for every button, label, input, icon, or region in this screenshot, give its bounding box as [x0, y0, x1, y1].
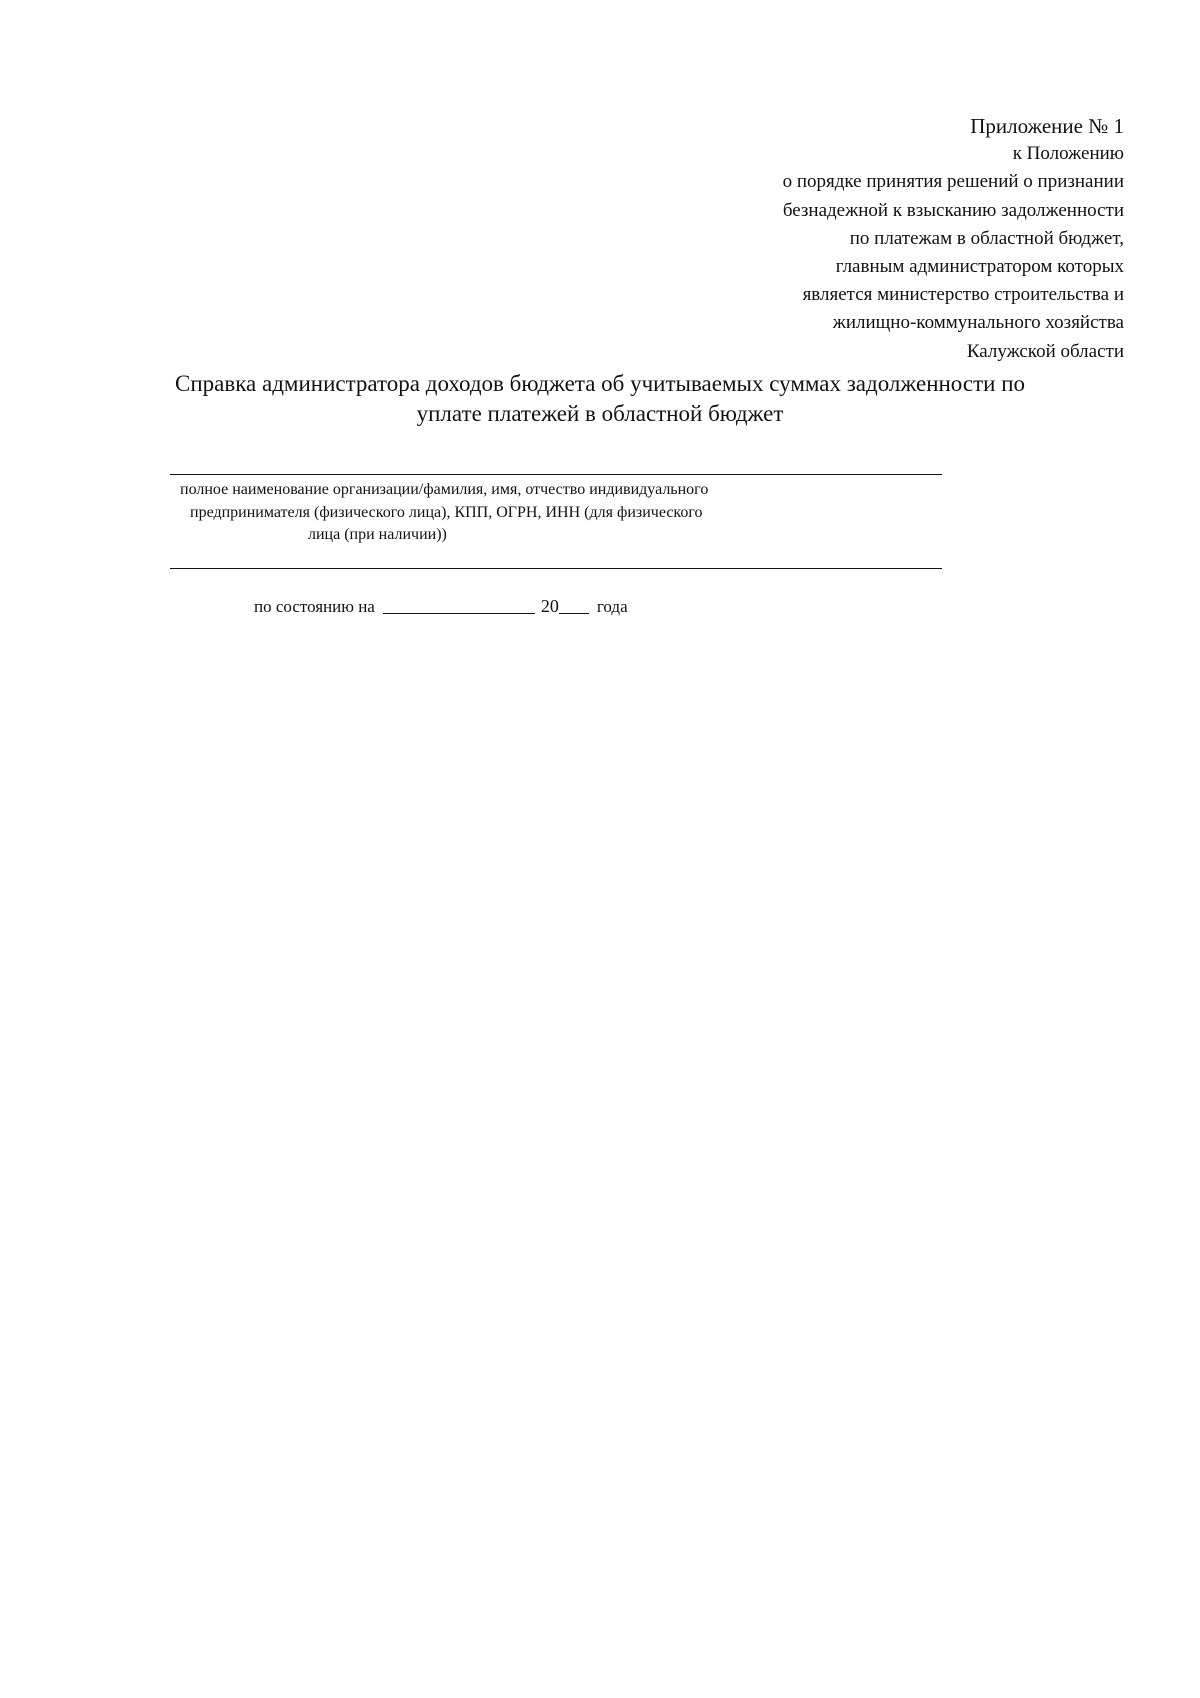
appendix-line-number: Приложение № 1	[970, 114, 1124, 138]
as-of-date-prefix: по состоянию на	[254, 597, 375, 616]
year-suffix: года	[596, 597, 628, 616]
document-title-line-1: Справка администратора доходов бюджета об учитываемых суммах задолженности по	[174, 371, 1026, 396]
appendix-line: Калужской области	[966, 340, 1124, 362]
appendix-line: по платежам в областной бюджет,	[849, 227, 1124, 249]
appendix-line: жилищно-коммунального хозяйства	[832, 312, 1124, 334]
org-caption-line-1: полное наименование организации/фамилия, имя, отчество индивидуального	[180, 481, 709, 498]
org-name-blank-line[interactable]	[170, 474, 942, 475]
appendix-line: является министерство строительства и	[802, 284, 1124, 306]
org-name-caption	[180, 479, 860, 547]
appendix-line: безнадежной к взысканию задолженности	[782, 199, 1124, 221]
year-prefix: 20	[540, 596, 559, 616]
year-blank-field[interactable]	[559, 594, 589, 614]
org-caption-line-3: лица (при наличии))	[308, 526, 447, 543]
document-title	[150, 369, 1050, 429]
appendix-line: о порядке принятия решений о признании	[782, 171, 1124, 193]
org-details-blank-line[interactable]	[170, 568, 942, 569]
appendix-line: главным администратором которых	[835, 256, 1124, 278]
date-blank-field[interactable]	[383, 594, 535, 614]
org-caption-line-2: предпринимателя (физического лица), КПП, ОГРН, ИНН (для физического	[190, 503, 703, 521]
as-of-date-line	[254, 594, 628, 619]
appendix-header	[564, 112, 1124, 366]
document-title-line-2: уплате платежей в областной бюджет	[416, 401, 784, 426]
appendix-line-reference: к Положению	[1012, 143, 1124, 165]
